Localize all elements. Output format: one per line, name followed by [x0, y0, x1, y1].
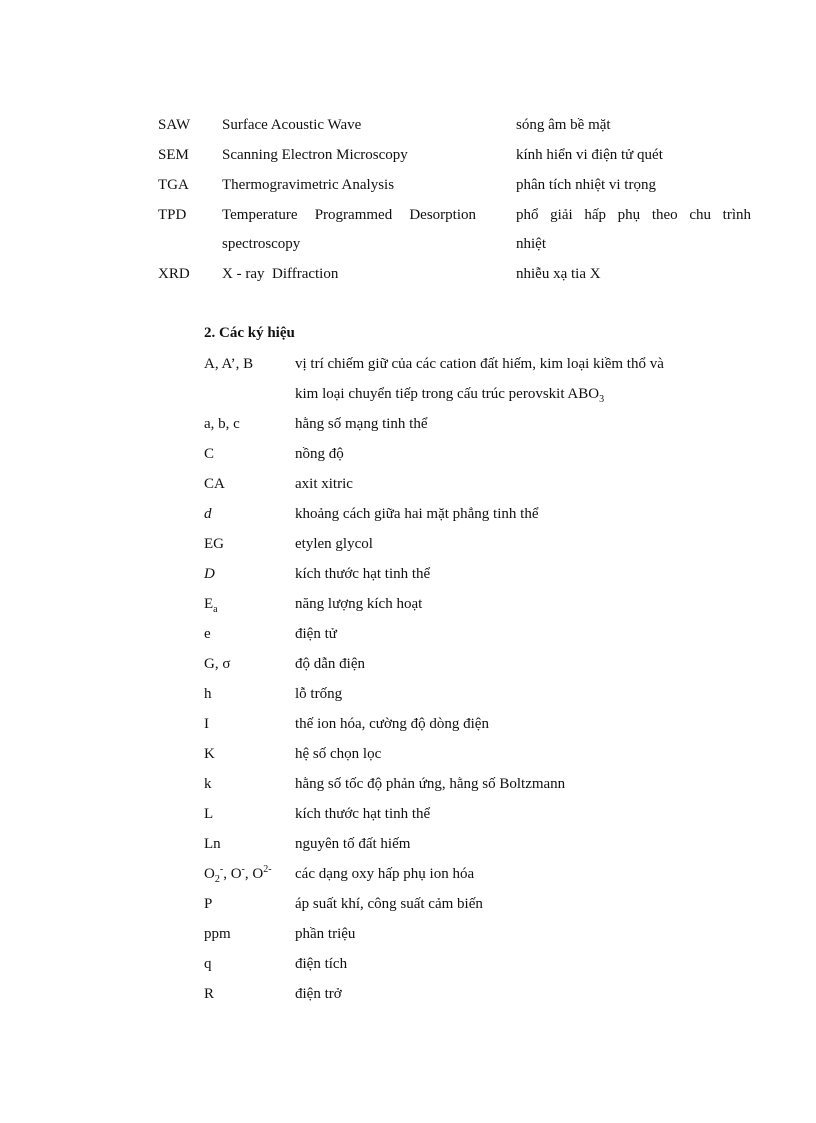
subscript: 2: [214, 874, 220, 885]
abbr-english: Scanning Electron Microscopy: [222, 147, 408, 163]
symbol-row: [0, 774, 816, 804]
symbol-definition: khoảng cách giữa hai mặt phẳng tinh thể: [295, 506, 539, 522]
symbol-definition: điện trở: [295, 986, 342, 1002]
symbol-base: E: [204, 596, 214, 612]
symbol-definition: [295, 384, 604, 404]
symbol-definition: phần triệu: [295, 926, 356, 942]
symbol: e: [204, 626, 211, 642]
symbol-row: [0, 684, 816, 714]
abbr-code: TGA: [158, 177, 189, 193]
abbr-english: Surface Acoustic Wave: [222, 117, 362, 133]
symbol: q: [204, 956, 212, 972]
symbol-row: [0, 564, 816, 594]
abbr-vietnamese: phân tích nhiệt vi trọng: [516, 177, 656, 193]
symbol-row-continued: [0, 384, 816, 414]
symbol-part: O: [204, 866, 215, 882]
symbol-part: , O: [223, 866, 242, 882]
symbol-row: [0, 624, 816, 654]
abbr-vietnamese: phổ giải hấp phụ theo chu trình: [516, 207, 751, 223]
abbr-code: SEM: [158, 147, 189, 163]
symbol-row: [0, 984, 816, 1014]
symbol-row: [0, 594, 816, 624]
symbol-row: [0, 924, 816, 954]
symbol-row: [0, 744, 816, 774]
abbr-vietnamese: nhiễu xạ tia X: [516, 266, 601, 282]
abbreviation-row: [0, 264, 816, 294]
symbol-definition: thế ion hóa, cường độ dòng điện: [295, 716, 489, 732]
symbol: D: [204, 566, 215, 582]
abbr-code: XRD: [158, 266, 190, 282]
symbol-definition: hằng số tốc độ phản ứng, hằng số Boltzmann: [295, 776, 566, 792]
abbr-vietnamese: sóng âm bề mặt: [516, 117, 611, 133]
symbol-row: [0, 804, 816, 834]
symbol-definition: hằng số mạng tinh thể: [295, 416, 428, 432]
symbol-row: [0, 864, 816, 894]
abbr-code: SAW: [158, 117, 191, 133]
symbol: G, σ: [204, 656, 231, 672]
abbreviation-row: [0, 145, 816, 175]
symbol: C: [204, 446, 215, 462]
symbol-part: , O: [244, 866, 264, 882]
abbreviation-row: [0, 115, 816, 145]
superscript: 2-: [263, 864, 272, 875]
superscript: -: [241, 864, 245, 875]
symbol: CA: [204, 476, 225, 492]
symbol-row: [0, 354, 816, 384]
symbol: K: [204, 746, 215, 762]
symbol-definition: axit xitric: [295, 476, 353, 492]
symbol-row: [0, 414, 816, 444]
abbreviation-row: [0, 175, 816, 205]
superscript: -: [219, 864, 224, 875]
abbr-english: Temperature Programmed Desorption: [222, 207, 476, 223]
symbol-definition: áp suất khí, công suất cảm biến: [295, 896, 483, 912]
symbol-row: [0, 654, 816, 684]
symbol-definition: kích thước hạt tinh thể: [295, 806, 431, 822]
symbol: EG: [204, 536, 224, 552]
symbol: A, A’, B: [204, 356, 254, 372]
symbol-definition: etylen glycol: [295, 536, 373, 552]
symbol-definition: nguyên tố đất hiếm: [295, 836, 411, 852]
symbol-row: [0, 954, 816, 984]
symbol-row: [0, 894, 816, 924]
symbol-definition: vị trí chiếm giữ của các cation đất hiếm, kim loại kiềm thổ và: [295, 356, 664, 372]
symbol: L: [204, 806, 214, 822]
symbol-definition: độ dẫn điện: [295, 656, 365, 672]
symbol: h: [204, 686, 212, 702]
symbol-definition: điện tử: [295, 626, 337, 642]
abbr-english: X - ray Diffraction: [222, 266, 339, 282]
subscript: 3: [599, 394, 605, 405]
symbol-definition: năng lượng kích hoạt: [295, 596, 423, 612]
symbol-definition: lỗ trống: [295, 686, 343, 702]
symbol-row: [0, 444, 816, 474]
subscript: a: [213, 604, 218, 615]
symbol: I: [204, 716, 209, 732]
symbol-row: [0, 474, 816, 504]
symbol: [204, 864, 272, 884]
abbr-english: spectroscopy: [222, 236, 301, 252]
abbr-vietnamese: kính hiển vi điện tử quét: [516, 147, 663, 163]
symbol: P: [204, 896, 213, 912]
abbr-english: Thermogravimetric Analysis: [222, 177, 395, 193]
abbr-code: TPD: [158, 207, 187, 223]
section-heading: 2. Các ký hiệu: [204, 325, 295, 341]
symbol-definition: kích thước hạt tinh thể: [295, 566, 431, 582]
symbol-row: [0, 714, 816, 744]
symbol: Ln: [204, 836, 221, 852]
definition-text: kim loại chuyển tiếp trong cấu trúc perovskit ABO: [295, 386, 600, 402]
symbol: [204, 594, 218, 614]
symbol-row: [0, 534, 816, 564]
abbreviation-row: [0, 205, 816, 235]
abbr-vietnamese: nhiệt: [516, 236, 546, 252]
symbol: k: [204, 776, 212, 792]
symbol-definition: hệ số chọn lọc: [295, 746, 382, 762]
symbol: R: [204, 986, 215, 1002]
symbol: d: [204, 506, 212, 522]
symbol-definition: các dạng oxy hấp phụ ion hóa: [295, 866, 475, 882]
symbol: a, b, c: [204, 416, 240, 432]
symbol-row: [0, 504, 816, 534]
symbol-row: [0, 834, 816, 864]
symbol-definition: nồng độ: [295, 446, 344, 462]
symbol-definition: điện tích: [295, 956, 348, 972]
abbreviation-row-continued: [0, 234, 816, 264]
symbol: ppm: [204, 926, 231, 942]
